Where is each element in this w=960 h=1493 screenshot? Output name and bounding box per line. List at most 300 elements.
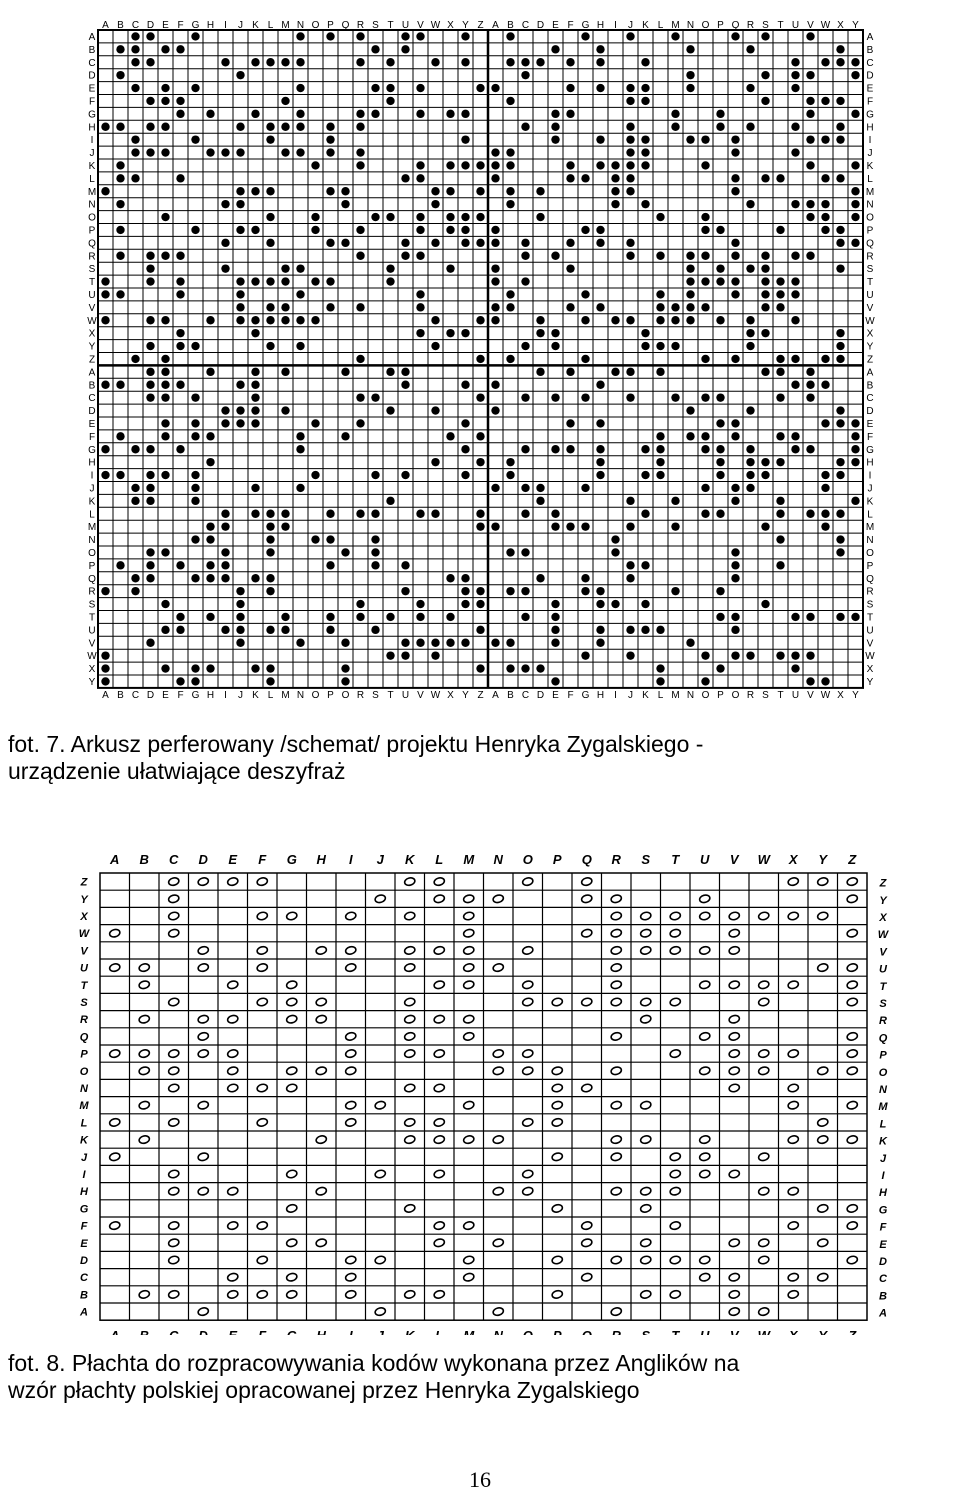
hole-marker (404, 1135, 416, 1145)
hole-mark (836, 135, 844, 143)
bottom-axis-letter: N (686, 689, 695, 698)
right-axis-letter: W (865, 651, 875, 663)
hole-marker (522, 1066, 534, 1076)
hole-mark (506, 148, 514, 156)
hole-mark (491, 639, 499, 647)
hole-mark (266, 187, 274, 195)
hole-marker (846, 877, 858, 887)
hole-marker (846, 1221, 858, 1231)
hole-marker (846, 1255, 858, 1265)
hole-mark (431, 510, 439, 518)
hole-mark (716, 110, 724, 118)
hole-marker (227, 1221, 239, 1231)
hole-marker (669, 1290, 681, 1300)
hole-mark (161, 148, 169, 156)
hole-marker (433, 1238, 445, 1248)
hole-marker (492, 1135, 504, 1145)
left-axis-letter: E (80, 1237, 88, 1250)
right-axis-letter: V (866, 302, 874, 314)
hole-mark (761, 458, 769, 466)
hole-mark (536, 213, 544, 221)
hole-mark (641, 626, 649, 634)
bottom-axis-letter (199, 1328, 209, 1335)
hole-mark (206, 316, 214, 324)
hole-marker (728, 911, 740, 921)
hole-mark (626, 316, 634, 324)
hole-mark (581, 651, 589, 659)
hole-mark (806, 393, 814, 401)
top-axis-letter: I (614, 20, 617, 31)
hole-mark (506, 548, 514, 556)
hole-marker (256, 877, 268, 887)
hole-mark (296, 264, 304, 272)
hole-mark (776, 561, 784, 569)
hole-mark (146, 316, 154, 324)
hole-marker (197, 1049, 209, 1059)
hole-mark (236, 200, 244, 208)
hole-mark (431, 342, 439, 350)
right-axis-letter: X (866, 328, 874, 340)
right-axis-letter: B (866, 380, 874, 392)
hole-mark (461, 600, 469, 608)
bottom-axis-letter: S (372, 689, 379, 698)
hole-marker (256, 1290, 268, 1300)
left-axis-letter: U (80, 962, 88, 975)
left-axis-letter: Q (88, 238, 96, 250)
hole-mark (716, 277, 724, 285)
hole-marker (669, 928, 681, 938)
hole-mark (596, 600, 604, 608)
hole-mark (491, 239, 499, 247)
hole-marker (315, 1135, 327, 1145)
hole-mark (521, 548, 529, 556)
hole-mark (176, 97, 184, 105)
hole-marker (197, 1100, 209, 1110)
hole-mark (476, 664, 484, 672)
hole-mark (566, 445, 574, 453)
bottom-axis-letter: X (447, 689, 454, 698)
hole-mark (686, 264, 694, 272)
hole-mark (341, 187, 349, 195)
hole-mark (386, 264, 394, 272)
right-axis-letter: A (866, 31, 874, 43)
hole-mark (521, 252, 529, 260)
hole-marker (168, 1169, 180, 1179)
hole-mark (506, 290, 514, 298)
hole-mark (371, 626, 379, 634)
hole-marker (492, 1238, 504, 1248)
hole-marker (610, 894, 622, 904)
hole-mark (131, 84, 139, 92)
top-axis-letter: O (311, 20, 320, 31)
hole-mark (821, 135, 829, 143)
top-axis-letter: L (435, 852, 444, 867)
bottom-axis-letter: K (642, 689, 649, 698)
bottom-axis-letter (228, 1328, 237, 1335)
hole-marker (256, 1221, 268, 1231)
hole-mark (836, 613, 844, 621)
top-axis-letter: N (493, 852, 503, 867)
hole-mark (476, 161, 484, 169)
hole-mark (761, 32, 769, 40)
hole-mark (791, 664, 799, 672)
hole-mark (236, 600, 244, 608)
hole-mark (131, 484, 139, 492)
hole-mark (551, 393, 559, 401)
hole-marker (197, 1152, 209, 1162)
hole-mark (731, 239, 739, 247)
bottom-axis-letter: R (746, 689, 755, 698)
right-axis-letter: E (879, 1238, 887, 1251)
hole-mark (131, 135, 139, 143)
hole-marker (846, 1204, 858, 1214)
hole-mark (236, 419, 244, 427)
hole-marker (463, 1014, 475, 1024)
hole-mark (251, 226, 259, 234)
hole-mark (206, 561, 214, 569)
bottom-axis-letter: I (614, 689, 617, 698)
hole-marker (315, 1066, 327, 1076)
hole-mark (791, 432, 799, 440)
hole-mark (161, 600, 169, 608)
top-axis-letter: U (700, 852, 710, 867)
top-axis-letter: G (286, 852, 297, 867)
hole-mark (101, 187, 109, 195)
hole-mark (791, 316, 799, 324)
hole-mark (191, 432, 199, 440)
hole-mark (806, 510, 814, 518)
hole-mark (491, 161, 499, 169)
bottom-axis-letter: I (224, 689, 227, 698)
hole-marker (522, 980, 534, 990)
hole-mark (311, 419, 319, 427)
hole-marker (463, 946, 475, 956)
hole-mark (791, 148, 799, 156)
hole-mark (146, 252, 154, 260)
hole-marker (728, 1032, 740, 1042)
hole-mark (236, 639, 244, 647)
bottom-axis-letter (730, 1328, 740, 1335)
hole-mark (311, 535, 319, 543)
hole-mark (281, 58, 289, 66)
figure-7-caption-line-2: urządzenie ułatwiające deszyfraż (8, 758, 346, 784)
right-axis-letter: K (879, 1135, 887, 1148)
hole-marker (846, 1032, 858, 1042)
hole-mark (566, 368, 574, 376)
hole-mark (626, 32, 634, 40)
hole-marker (286, 1083, 298, 1093)
hole-marker (551, 1066, 563, 1076)
hole-mark (236, 148, 244, 156)
hole-marker (404, 877, 416, 887)
hole-mark (161, 355, 169, 363)
hole-marker (256, 1083, 268, 1093)
right-axis-letter: U (879, 963, 887, 976)
hole-mark (386, 651, 394, 659)
bottom-axis-letter: S (762, 689, 769, 698)
right-axis-letter: K (866, 496, 874, 508)
hole-marker (256, 911, 268, 921)
hole-marker (404, 1118, 416, 1128)
hole-marker (640, 1135, 652, 1145)
right-axis-letter: M (865, 522, 875, 534)
hole-mark (791, 123, 799, 131)
hole-mark (116, 161, 124, 169)
bottom-axis-letter: W (820, 689, 831, 698)
hole-mark (206, 368, 214, 376)
left-axis-letter: K (80, 1134, 88, 1147)
hole-marker (315, 997, 327, 1007)
hole-mark (416, 110, 424, 118)
hole-mark (221, 239, 229, 247)
hole-mark (146, 381, 154, 389)
hole-marker (699, 1272, 711, 1282)
hole-mark (491, 316, 499, 324)
hole-mark (536, 187, 544, 195)
hole-mark (836, 458, 844, 466)
left-axis-letter: Z (88, 354, 96, 366)
hole-marker (817, 1204, 829, 1214)
hole-mark (611, 316, 619, 324)
hole-marker (197, 1014, 209, 1024)
hole-mark (161, 316, 169, 324)
hole-marker (109, 1221, 121, 1231)
hole-mark (701, 677, 709, 685)
hole-marker (315, 946, 327, 956)
hole-mark (836, 264, 844, 272)
hole-mark (131, 32, 139, 40)
hole-mark (356, 303, 364, 311)
hole-mark (221, 626, 229, 634)
left-axis-letter: G (88, 444, 96, 456)
hole-mark (431, 651, 439, 659)
right-axis-letter: K (866, 160, 874, 172)
hole-mark (686, 303, 694, 311)
hole-mark (461, 419, 469, 427)
left-axis-letter: W (87, 315, 97, 327)
hole-marker (610, 1152, 622, 1162)
hole-mark (731, 277, 739, 285)
figure-8-caption-line-2: wzór płachty polskiej opracowanej przez Henryka Zygalskiego (8, 1377, 640, 1403)
hole-mark (326, 535, 334, 543)
left-axis-letter: T (88, 612, 96, 624)
bottom-axis-letter: L (267, 689, 274, 698)
hole-mark (146, 639, 154, 647)
hole-marker (345, 1066, 357, 1076)
hole-mark (761, 97, 769, 105)
left-axis-letter: H (88, 122, 96, 134)
hole-mark (761, 174, 769, 182)
hole-marker (551, 1083, 563, 1093)
hole-mark (326, 561, 334, 569)
hole-marker (640, 911, 652, 921)
hole-mark (221, 148, 229, 156)
hole-mark (731, 290, 739, 298)
hole-mark (461, 58, 469, 66)
hole-marker (728, 1272, 740, 1282)
hole-marker (404, 1083, 416, 1093)
hole-marker (817, 1272, 829, 1282)
right-axis-letter: V (879, 946, 887, 959)
hole-marker (581, 1083, 593, 1093)
hole-mark (671, 497, 679, 505)
hole-marker (522, 877, 534, 887)
hole-mark (671, 587, 679, 595)
top-axis-letter: C (521, 20, 530, 31)
hole-mark (266, 677, 274, 685)
hole-mark (686, 406, 694, 414)
left-axis-letter: J (89, 148, 95, 160)
hole-mark (731, 355, 739, 363)
left-axis-letter: L (80, 1117, 88, 1130)
top-axis-letter: A (102, 20, 109, 31)
hole-mark (521, 587, 529, 595)
top-axis-letter: W (430, 20, 441, 31)
hole-mark (146, 484, 154, 492)
hole-mark (761, 368, 769, 376)
hole-mark (806, 252, 814, 260)
hole-marker (168, 1221, 180, 1231)
hole-marker (138, 980, 150, 990)
hole-mark (161, 45, 169, 53)
hole-mark (626, 574, 634, 582)
right-axis-letter: G (866, 109, 874, 121)
right-axis-letter: G (878, 1204, 888, 1217)
hole-mark (611, 161, 619, 169)
hole-mark (581, 484, 589, 492)
left-axis-letter: I (90, 470, 94, 482)
hole-mark (521, 239, 529, 247)
hole-mark (551, 135, 559, 143)
top-axis-letter: D (146, 20, 155, 31)
top-axis-letter: K (252, 20, 259, 31)
hole-mark (251, 393, 259, 401)
hole-marker (522, 1186, 534, 1196)
hole-mark (401, 381, 409, 389)
hole-mark (251, 329, 259, 337)
hole-mark (626, 161, 634, 169)
hole-marker (109, 1152, 121, 1162)
hole-mark (821, 677, 829, 685)
hole-mark (101, 123, 109, 131)
hole-marker (138, 963, 150, 973)
bottom-axis-letter: E (552, 689, 559, 698)
hole-mark (401, 639, 409, 647)
hole-mark (416, 161, 424, 169)
hole-marker (669, 911, 681, 921)
hole-mark (281, 97, 289, 105)
top-axis-letter: S (641, 852, 651, 867)
hole-marker (669, 997, 681, 1007)
hole-marker (669, 946, 681, 956)
top-axis-letter: G (191, 20, 200, 31)
hole-mark (626, 239, 634, 247)
hole-mark (281, 264, 289, 272)
hole-mark (101, 277, 109, 285)
hole-mark (731, 419, 739, 427)
hole-mark (656, 342, 664, 350)
hole-mark (311, 277, 319, 285)
hole-mark (656, 445, 664, 453)
hole-mark (701, 277, 709, 285)
hole-mark (836, 58, 844, 66)
right-axis-letter: Y (866, 341, 874, 353)
hole-mark (581, 174, 589, 182)
bottom-axis-letter: Y (852, 689, 859, 698)
hole-mark (251, 664, 259, 672)
right-axis-letter: B (866, 44, 874, 56)
hole-marker (640, 1100, 652, 1110)
hole-marker (286, 1272, 298, 1282)
hole-mark (461, 587, 469, 595)
hole-mark (626, 135, 634, 143)
hole-mark (461, 239, 469, 247)
right-axis-letter: T (879, 980, 887, 993)
hole-mark (371, 45, 379, 53)
hole-mark (146, 32, 154, 40)
bottom-axis-letter: B (117, 689, 124, 698)
hole-mark (566, 84, 574, 92)
hole-mark (521, 393, 529, 401)
hole-mark (791, 445, 799, 453)
hole-mark (791, 381, 799, 389)
top-axis-letter: T (671, 852, 680, 867)
bottom-axis-letter: L (657, 689, 664, 698)
hole-mark (191, 677, 199, 685)
top-axis-letter: K (405, 852, 415, 867)
bottom-axis-letter: A (492, 689, 499, 698)
hole-mark (236, 587, 244, 595)
hole-mark (731, 497, 739, 505)
right-axis-letter: L (879, 1118, 887, 1131)
left-axis-letter: N (88, 535, 96, 547)
hole-marker (433, 894, 445, 904)
right-axis-letter: N (866, 199, 874, 211)
hole-marker (197, 1186, 209, 1196)
hole-marker (581, 894, 593, 904)
hole-marker (227, 980, 239, 990)
hole-marker (315, 1014, 327, 1024)
hole-mark (791, 252, 799, 260)
hole-mark (656, 290, 664, 298)
hole-mark (296, 432, 304, 440)
hole-mark (821, 510, 829, 518)
top-axis-letter: C (169, 852, 179, 867)
hole-mark (281, 148, 289, 156)
hole-marker (168, 1118, 180, 1128)
hole-mark (776, 368, 784, 376)
figure-8-caption (8, 1350, 952, 1404)
bottom-axis-letter: U (401, 689, 410, 698)
left-axis-letter: K (88, 160, 96, 172)
hole-marker (846, 963, 858, 973)
hole-mark (431, 639, 439, 647)
top-axis-letter: L (267, 20, 274, 31)
hole-mark (146, 548, 154, 556)
hole-mark (506, 355, 514, 363)
hole-mark (191, 497, 199, 505)
hole-mark (506, 97, 514, 105)
hole-mark (851, 200, 859, 208)
bottom-axis-letter: Q (341, 689, 350, 698)
hole-mark (446, 161, 454, 169)
bottom-axis-letter: B (507, 689, 514, 698)
hole-mark (746, 342, 754, 350)
left-axis-letter: O (79, 1065, 89, 1078)
hole-marker (699, 1135, 711, 1145)
hole-marker (817, 963, 829, 973)
hole-mark (416, 329, 424, 337)
